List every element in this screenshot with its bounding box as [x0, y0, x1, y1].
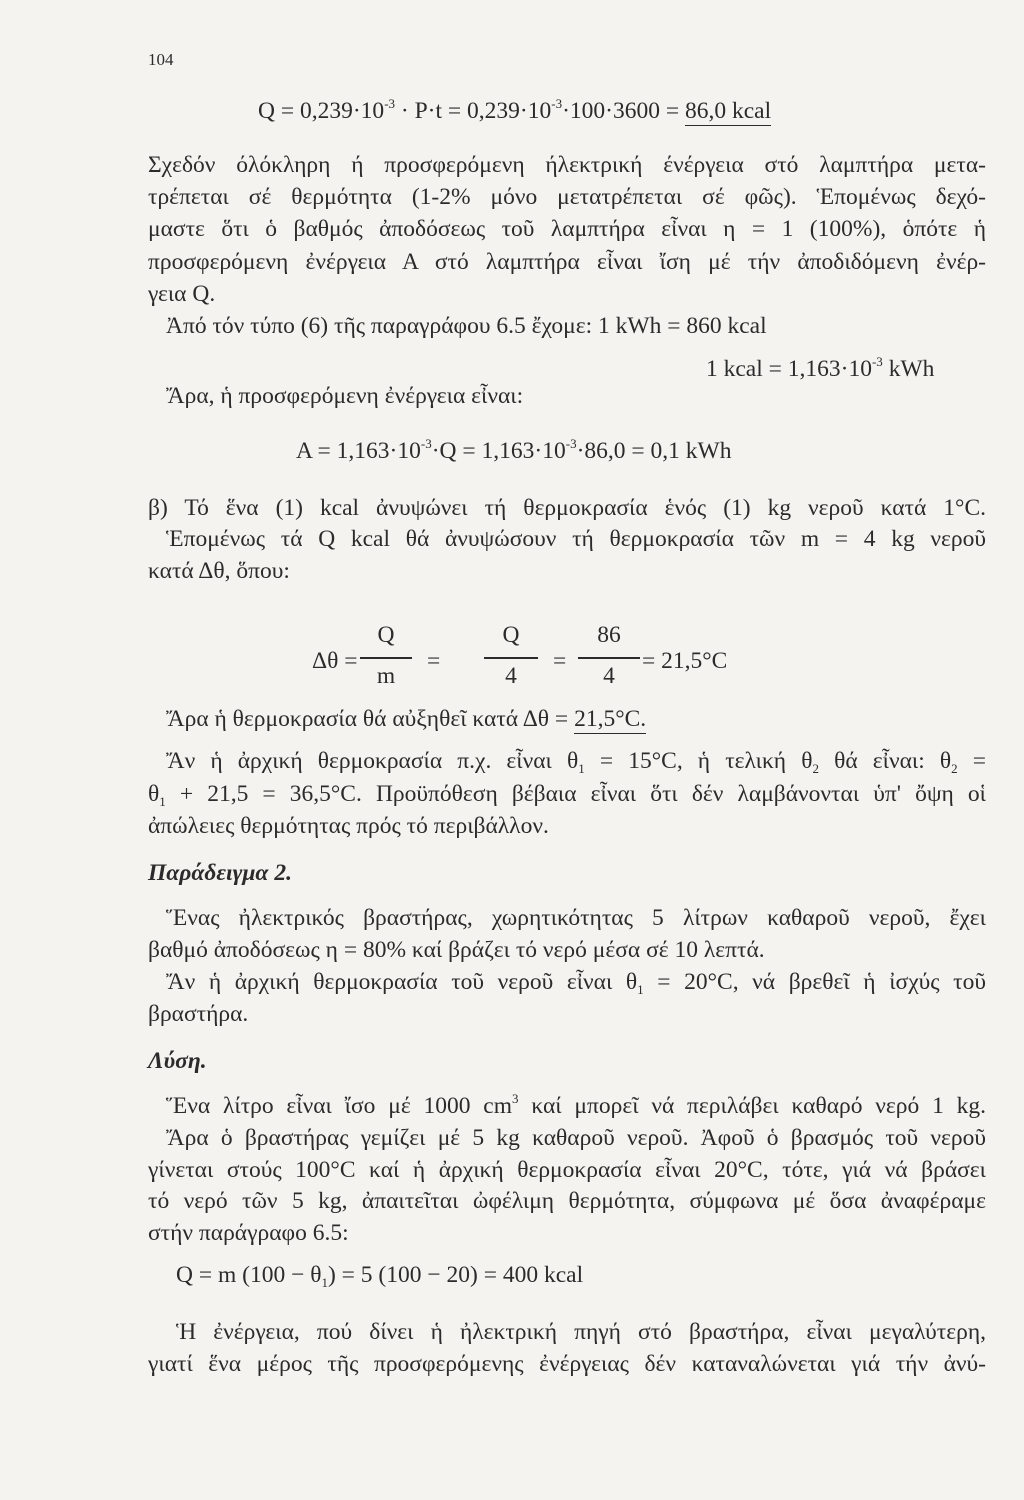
- heading-solution: Λύση.: [148, 1048, 207, 1074]
- paragraph-line: ἀπώλειες θερμότητας πρός τό περιβάλλον.: [148, 813, 549, 839]
- paragraph-line: Ἕνας ἠλεκτρικός βραστήρας, χωρητικότητας 5 λίτρων καθαροῦ νεροῦ, ἔχει: [166, 905, 986, 931]
- heading-example-2: Παράδειγμα 2.: [148, 860, 292, 886]
- equation-q-useful: Q = m $(100 - \theta_1) = 5$ (100 − 20) = 400 kcal: [176, 1262, 584, 1290]
- paragraph-line: Ἑπομένως τά Q kcal θά ἀνυψώσουν τή θερμοκρασία τῶν m = 4 kg νεροῦ: [166, 526, 986, 552]
- equation-energy-a: $A = 1,163\cdot 10^{-3}\cdot Q = 1,163\cdot 10^{-3}\cdot 86,0 = 0,1$ kWh: [296, 436, 732, 464]
- paragraph-line: $\theta_1 + 21,5 = 36,5^\circ C$. Προϋπόθεση βέβαια εἶναι ὅτι δέν λαμβάνονται ὑπ' ὄψη οἱ: [148, 781, 986, 809]
- paragraph-line: γίνεται στούς 100°C καί ἡ ἀρχική θερμοκρασία εἶναι 20°C, τότε, γιά νά βράσει: [148, 1157, 986, 1183]
- paragraph-line: βαθμό ἀποδόσεως η = 80% καί βράζει τό νερό μέσα σέ 10 λεπτά.: [148, 937, 765, 963]
- paragraph-line: προσφερόμενη ἐνέργεια Α στό λαμπτήρα εἶναι ἴση μέ τήν ἀποδιδόμενη ἐνέρ-: [148, 249, 986, 275]
- paragraph-line: Ἄρα, ἡ προσφερόμενη ἐνέργεια εἶναι:: [166, 383, 524, 409]
- paragraph-line: μαστε ὅτι ὁ βαθμός ἀποδόσεως τοῦ λαμπτήρα εἶναι η = 1 (100%), ὁπότε ἡ: [148, 216, 986, 242]
- paragraph-line: Ἄν ἡ ἀρχική θερμοκρασία π.χ. εἶναι $\theta_1 = 15^\circ C$, ἡ τελική $\theta_2$ θά εἶναι: $\theta_2$ =: [166, 748, 986, 776]
- paragraph-line: γεια Q.: [148, 281, 216, 307]
- paragraph-line: Σχεδόν όλόκληρη ή προσφερόμενη ήλεκτρική ένέργεια στό λαμπτήρα μετα-: [148, 152, 986, 178]
- paragraph-line: βραστήρα.: [148, 1001, 249, 1027]
- formula-reference-line: Ἀπό τόν τύπο (6) τῆς παραγράφου 6.5 ἔχομε: 1 kWh = 860 kcal: [166, 313, 767, 339]
- paragraph-line: στήν παράγραφο 6.5:: [148, 1220, 349, 1246]
- book-page: 104 $Q = 0,239\cdot 10^{-3} \cdot P\cdot t = 0,239\cdot 10^{-3}\cdot 100\cdot 3600 = 86,0$ kcal Σχεδόν όλόκληρη ή προσφερόμενη ήλεκτρική ένέργεια στό λαμπτήρα μετα- τρέπεται σέ θερμότητα (1-2% μόνο μετατρέπεται σέ φῶς). Ἑπομένως δεχό- μαστε ὅτι ὁ βαθμός ἀποδόσεως τοῦ λαμπτήρα εἶναι η = 1 (100%), ὁπότε ἡ προσφερόμενη ἐνέργεια Α στό λαμπτήρα εἶναι ἴση μέ τήν ἀποδιδόμενη ἐνέρ- γεια Q. Ἀπό τόν τύπο (6) τῆς παραγράφου 6.5 ἔχομε: 1 kWh = 860 kcal 1 kcal = $1,163\cdot 10^{-3}$ kWh Ἄρα, ἡ προσφερόμενη ἐνέργεια εἶναι: $A = 1,163\cdot 10^{-3}\cdot Q = 1,163\cdot 10^{-3}\cdot 86,0 = 0,1$ kWh β) Τό ἕνα (1) kcal ἀνυψώνει τή θερμοκρασία ἑνός (1) kg νεροῦ κατά 1°C. Ἑπομένως τά Q kcal θά ἀνυψώσουν τή θερμοκρασία τῶν m = 4 kg νεροῦ κατά Δθ, ὅπου: Δθ = Q m = Q 4 = 86 4 = 21,5°C Ἄρα ἡ θερμοκρασία θά αὐξηθεῖ κατά Δθ = 21,5°C. Ἄν ἡ ἀρχική θερμοκρασία π.χ. εἶναι $\theta_1 = 15^\circ C$, ἡ τελική $\theta_2$ θά εἶναι: $\theta_2$ = $\theta_1 + 21,5 = 36,5^\circ C$. Προϋπόθεση βέβαια εἶναι ὅτι δέν λαμβάνονται ὑπ' ὄψη οἱ ἀπώλειες θερμότητας πρός τό περιβάλλον. Παράδειγμα 2. Ἕνας ἠλεκτρικός βραστήρας, χωρητικότητας 5 λίτρων καθαροῦ νεροῦ, ἔχει βαθμό ἀποδόσεως η = 80% καί βράζει τό νερό μέσα σέ 10 λεπτά. Ἄν ἡ ἀρχική θερμοκρασία τοῦ νεροῦ εἶναι $\theta_1 = 20^\circ C$, νά βρεθεῖ ἡ ἰσχύς τοῦ βραστήρα. Λύση. Ἕνα λίτρο εἶναι ἴσο μέ 1000 $cm^3$ καί μπορεῖ νά περιλάβει καθαρό νερό 1 kg. Ἄρα ὁ βραστήρας γεμίζει μέ 5 kg καθαροῦ νεροῦ. Ἀφοῦ ὁ βρασμός τοῦ νεροῦ γίνεται στούς 100°C καί ἡ ἀρχική θερμοκρασία εἶναι 20°C, τότε, γιά νά βράσει τό νερό τῶν 5 kg, ἀπαιτεῖται ὠφέλιμη θερμότητα, σύμφωνα μέ ὅσα ἀναφέραμε στήν παράγραφο 6.5: Q = m $(100 - \theta_1) = 5$ (100 − 20) = 400 kcal Ἡ ἐνέργεια, πού δίνει ἡ ἠλεκτρική πηγή στό βραστήρα, εἶναι μεγαλύτερη, γιατί ἕνα μέρος τῆς προσφερόμενης ἐνέργειας δέν καταναλώνεται γιά τήν ἀνύ-: [148, 50, 986, 1377]
- paragraph-line: τρέπεται σέ θερμότητα (1-2% μόνο μετατρέπεται σέ φῶς). Ἑπομένως δεχό-: [148, 184, 986, 210]
- paragraph-line: Ἕνα λίτρο εἶναι ἴσο μέ 1000 $cm^3$ καί μπορεῖ νά περιλάβει καθαρό νερό 1 kg.: [166, 1091, 986, 1119]
- result-line: Ἄρα ἡ θερμοκρασία θά αὐξηθεῖ κατά Δθ = 21,5°C.: [166, 706, 647, 732]
- result-underlined: 86,0 kcal: [685, 98, 772, 124]
- paragraph-line: κατά Δθ, ὅπου:: [148, 558, 290, 584]
- paragraph-line: Ἄρα ὁ βραστήρας γεμίζει μέ 5 kg καθαροῦ νεροῦ. Ἀφοῦ ὁ βρασμός τοῦ νεροῦ: [166, 1125, 986, 1151]
- kcal-conversion: 1 kcal = $1,163\cdot 10^{-3}$ kWh: [706, 354, 935, 382]
- paragraph-line: Ἄν ἡ ἀρχική θερμοκρασία τοῦ νεροῦ εἶναι $\theta_1 = 20^\circ C$, νά βρεθεῖ ἡ ἰσχύς τοῦ: [166, 969, 986, 997]
- paragraph-line: Ἡ ἐνέργεια, πού δίνει ἡ ἠλεκτρική πηγή στό βραστήρα, εἶναι μεγαλύτερη,: [176, 1319, 986, 1345]
- equation-q-heat: $Q = 0,239\cdot 10^{-3} \cdot P\cdot t = 0,239\cdot 10^{-3}\cdot 100\cdot 3600 = 86,0$ kcal: [258, 96, 772, 124]
- page-number: 104: [148, 50, 174, 69]
- paragraph-line: γιατί ἕνα μέρος τῆς προσφερόμενης ἐνέργειας δέν καταναλώνεται γιά τήν ἀνύ-: [148, 1351, 986, 1377]
- paragraph-line: β) Τό ἕνα (1) kcal ἀνυψώνει τή θερμοκρασία ἑνός (1) kg νεροῦ κατά 1°C.: [148, 495, 986, 521]
- paragraph-line: τό νερό τῶν 5 kg, ἀπαιτεῖται ὠφέλιμη θερμότητα, σύμφωνα μέ ὅσα ἀναφέραμε: [148, 1188, 986, 1214]
